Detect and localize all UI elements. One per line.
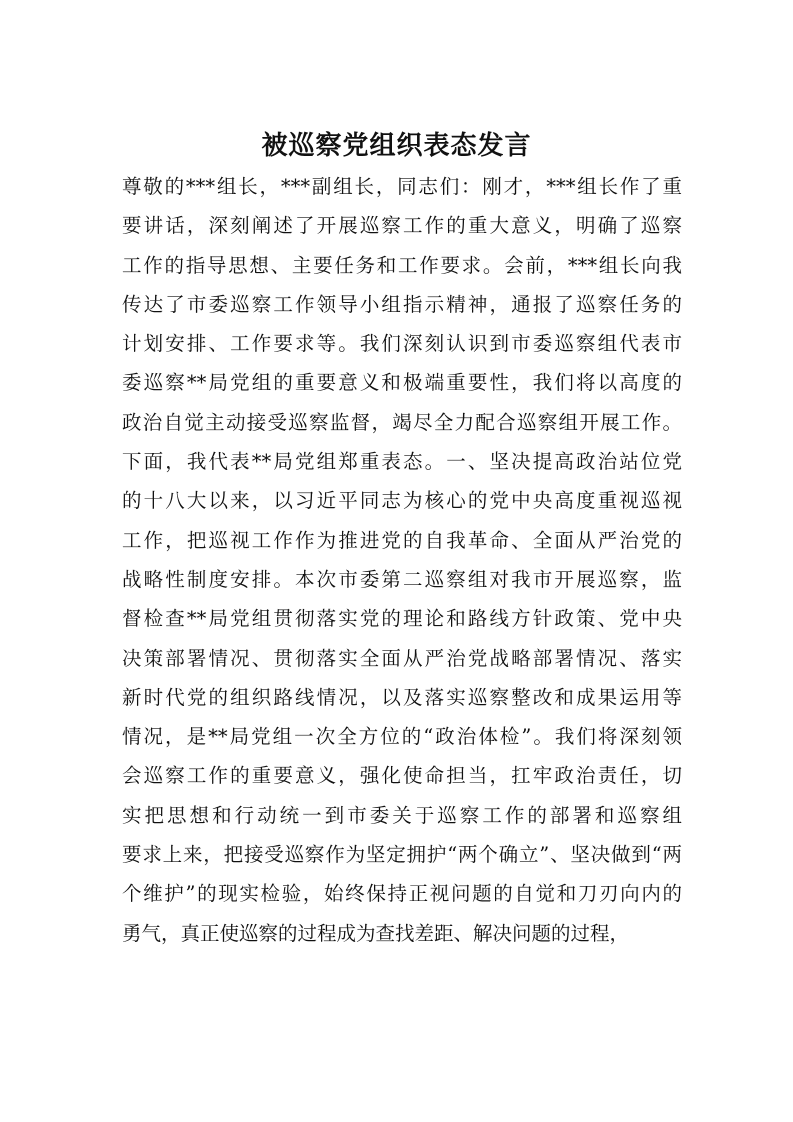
body-line: 决策部署情况、贯彻落实全面从严治党战略部署情况、落实 [122, 646, 682, 670]
body-line: 要求上来，把接受巡察作为坚定拥护“两个确立”、坚决做到“两 [122, 843, 682, 867]
body-line: 委巡察**局党组的重要意义和极端重要性，我们将以高度的 [122, 371, 682, 395]
body-line: 战略性制度安排。本次市委第二巡察组对我市开展巡察，监 [122, 567, 682, 591]
body-line: 要讲话，深刻阐述了开展巡察工作的重大意义，明确了巡察 [122, 214, 682, 238]
body-line: 下面，我代表**局党组郑重表态。一、坚决提高政治站位党 [122, 450, 682, 474]
body-line: 个维护”的现实检验，始终保持正视问题的自觉和刀刃向内的 [122, 882, 682, 906]
document-title: 被巡察党组织表态发言 [261, 131, 532, 161]
body-line: 新时代党的组织路线情况，以及落实巡察整改和成果运用等 [122, 685, 682, 709]
body-line: 实把思想和行动统一到市委关于巡察工作的部署和巡察组 [122, 803, 682, 827]
body-line: 工作，把巡视工作作为推进党的自我革命、全面从严治党的 [122, 528, 682, 552]
body-line: 工作的指导思想、主要任务和工作要求。会前，***组长向我 [122, 253, 682, 277]
body-line: 的十八大以来，以习近平同志为核心的党中央高度重视巡视 [122, 489, 682, 513]
body-line: 政治自觉主动接受巡察监督，竭尽全力配合巡察组开展工作。 [122, 410, 682, 434]
body-line: 会巡察工作的重要意义，强化使命担当，扛牢政治责任，切 [122, 764, 682, 788]
body-line: 勇气，真正使巡察的过程成为查找差距、解决问题的过程， [122, 921, 630, 945]
body-line: 尊敬的***组长，***副组长，同志们：刚才，***组长作了重 [122, 175, 682, 198]
document-body [122, 167, 682, 953]
body-line: 情况，是**局党组一次全方位的“政治体检”。我们将深刻领 [122, 725, 682, 749]
body-line: 传达了市委巡察工作领导小组指示精神，通报了巡察任务的 [122, 292, 682, 316]
body-line: 计划安排、工作要求等。我们深刻认识到市委巡察组代表市 [122, 332, 682, 356]
body-line: 督检查**局党组贯彻落实党的理论和路线方针政策、党中央 [122, 607, 682, 631]
